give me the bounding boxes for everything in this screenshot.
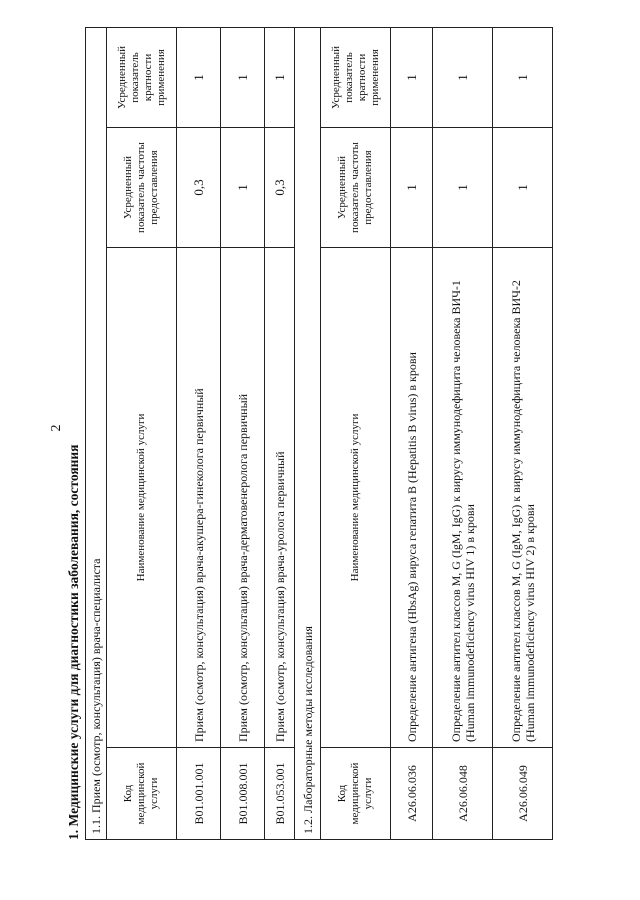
service-name: Определение антител классов M, G (IgM, IgG) к вирусу иммунодефицита человека ВИЧ-2 (Human immunodeficiency virus HIV 2) в крови (493, 248, 553, 748)
multiplicity-value: 1 (493, 28, 553, 128)
multiplicity-value: 1 (221, 28, 265, 128)
section-heading: 1. Медицинские услуги для диагностики заболевания, состояния (66, 444, 81, 840)
service-name: Определение антител классов M, G (IgM, IgG) к вирусу иммунодефицита человека ВИЧ-1 (Human immunodeficiency virus HIV 1) в крови (433, 248, 493, 748)
frequency-value: 1 (493, 128, 553, 248)
frequency-value: 1 (391, 128, 433, 248)
multiplicity-value: 1 (265, 28, 295, 128)
service-code: A26.06.048 (433, 748, 493, 840)
table-row (221, 28, 265, 840)
section-title: 1.1. Прием (осмотр, консультация) врача-специалиста (86, 28, 107, 840)
page-number: 2 (49, 424, 64, 432)
service-name: Прием (осмотр, консультация) врача-дерматовенеролога первичный (221, 248, 265, 748)
header-frequency: Усредненный показатель частоты предоставления (321, 128, 391, 248)
multiplicity-value: 1 (433, 28, 493, 128)
table-row (493, 28, 553, 840)
multiplicity-value: 1 (177, 28, 221, 128)
table-header-row (321, 28, 391, 840)
service-code: A26.06.049 (493, 748, 553, 840)
frequency-value: 1 (433, 128, 493, 248)
header-name: Наименование медицинской услуги (107, 248, 177, 748)
header-code: Код медицинской услуги (107, 748, 177, 840)
table-row (433, 28, 493, 840)
table-row (391, 28, 433, 840)
rotated-page-content (65, 20, 625, 840)
frequency-value: 1 (221, 128, 265, 248)
service-code: B01.053.001 (265, 748, 295, 840)
table-header-row (107, 28, 177, 840)
header-multiplicity: Усредненный показатель кратности применения (321, 28, 391, 128)
section-title: 1.2. Лабораторные методы исследования (295, 28, 321, 840)
section-title-row (86, 28, 107, 840)
service-code: A26.06.036 (391, 748, 433, 840)
service-code: B01.008.001 (221, 748, 265, 840)
frequency-value: 0,3 (177, 128, 221, 248)
service-name: Прием (осмотр, консультация) врача-акушера-гинеколога первичный (177, 248, 221, 748)
services-table (85, 27, 553, 840)
service-name: Прием (осмотр, консультация) врача-уролога первичный (265, 248, 295, 748)
frequency-value: 0,3 (265, 128, 295, 248)
table-row (265, 28, 295, 840)
service-code: B01.001.001 (177, 748, 221, 840)
header-multiplicity: Усредненный показатель кратности применения (107, 28, 177, 128)
section-title-row (295, 28, 321, 840)
service-name: Определение антигена (HbsAg) вируса гепатита B (Hepatitis B virus) в крови (391, 248, 433, 748)
multiplicity-value: 1 (391, 28, 433, 128)
header-name: Наименование медицинской услуги (321, 248, 391, 748)
header-code: Код медицинской услуги (321, 748, 391, 840)
header-frequency: Усредненный показатель частоты предоставления (107, 128, 177, 248)
table-row (177, 28, 221, 840)
